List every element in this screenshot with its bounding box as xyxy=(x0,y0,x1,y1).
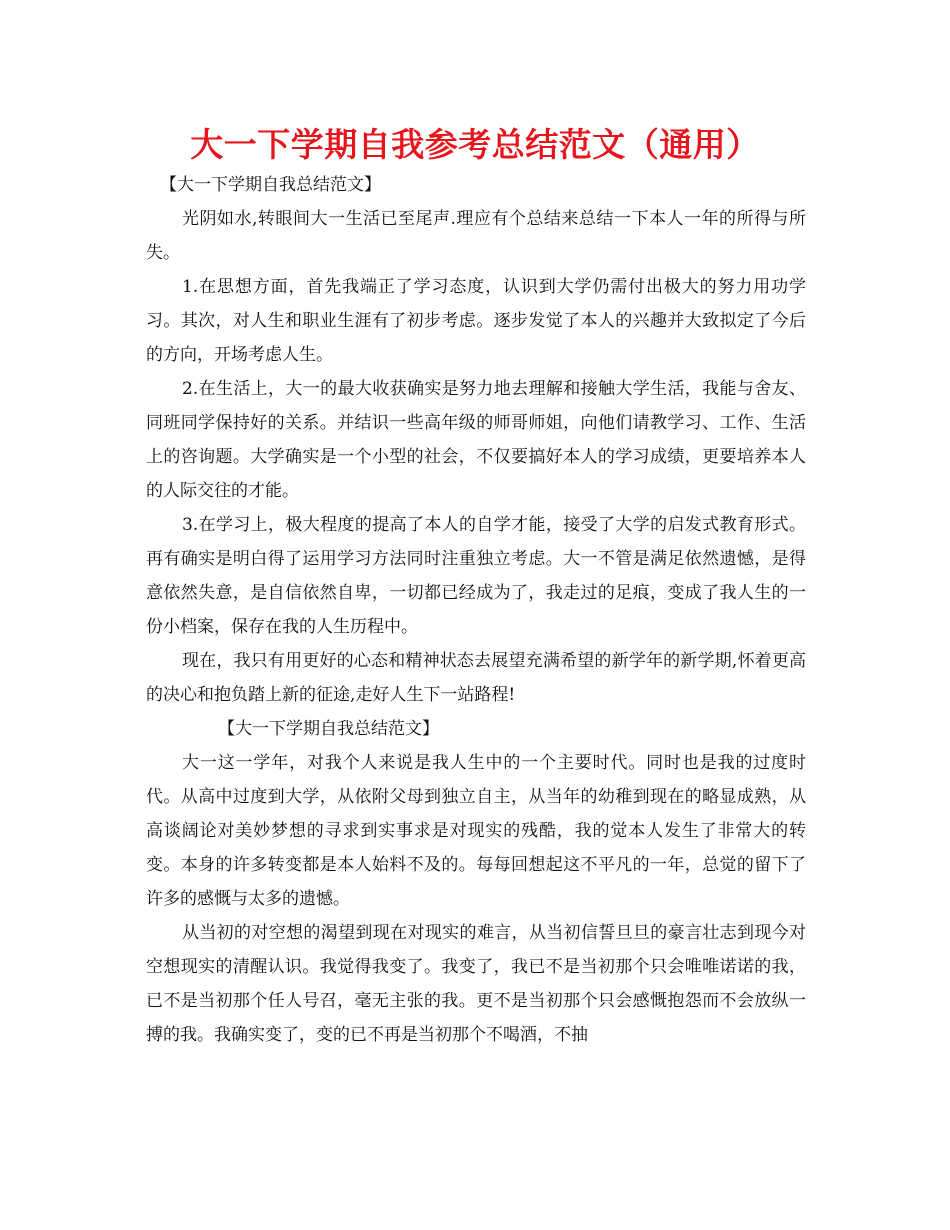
paragraph: 3.在学习上，极大程度的提高了本人的自学才能，接受了大学的启发式教育形式。再有确实是明白得了运用学习方法同时注重独立考虑。大一不管是满足依然遗憾，是得意依然失意，是自信依然自卑，一切都已经成为了，我走过的足痕，变成了我人生的一份小档案，保存在我的人生历程中。 xyxy=(146,515,806,637)
paragraph: 光阴如水,转眼间大一生活已至尾声.理应有个总结来总结一下本人一年的所得与所失。 xyxy=(146,209,806,263)
document-body xyxy=(146,168,806,1052)
paragraph: 从当初的对空想的渴望到现在对现实的难言，从当初信誓旦旦的豪言壮志到现今对空想现实的清醒认识。我觉得我变了。我变了，我已不是当初那个只会唯唯诺诺的我，已不是当初那个任人号召，毫无主张的我。更不是当初那个只会感慨抱怨而不会放纵一搏的我。我确实变了，变的已不再是当初那个不喝酒，不抽 xyxy=(146,923,806,1045)
paragraph: 现在，我只有用更好的心态和精神状态去展望充满希望的新学年的新学期,怀着更高的决心和抱负踏上新的征途,走好人生下一站路程! xyxy=(146,651,806,705)
paragraph: 大一这一学年，对我个人来说是我人生中的一个主要时代。同时也是我的过度时代。从高中过度到大学，从依附父母到独立自主，从当年的幼稚到现在的略显成熟，从高谈阔论对美妙梦想的寻求到实事求是对现实的残酷，我的觉本人发生了非常大的转变。本身的许多转变都是本人始料不及的。每每回想起这不平凡的一年，总觉的留下了许多的感慨与太多的遗憾。 xyxy=(146,753,806,909)
section-heading: 【大一下学期自我总结范文】 xyxy=(218,719,439,739)
paragraph: 1.在思想方面，首先我端正了学习态度，认识到大学仍需付出极大的努力用功学习。其次，对人生和职业生涯有了初步考虑。逐步发觉了本人的兴趣并大致拟定了今后的方向，开场考虑人生。 xyxy=(146,277,806,365)
paragraph: 2.在生活上，大一的最大收获确实是努力地去理解和接触大学生活，我能与舍友、同班同学保持好的关系。并结识一些高年级的师哥师姐，向他们请教学习、工作、生活上的咨询题。大学确实是一个小型的社会，不仅要搞好本人的学习成绩，更要培养本人的人际交往的才能。 xyxy=(146,379,806,501)
document-title: 大一下学期自我参考总结范文（通用） xyxy=(190,125,760,164)
section-heading: 【大一下学期自我总结范文】 xyxy=(160,175,381,195)
